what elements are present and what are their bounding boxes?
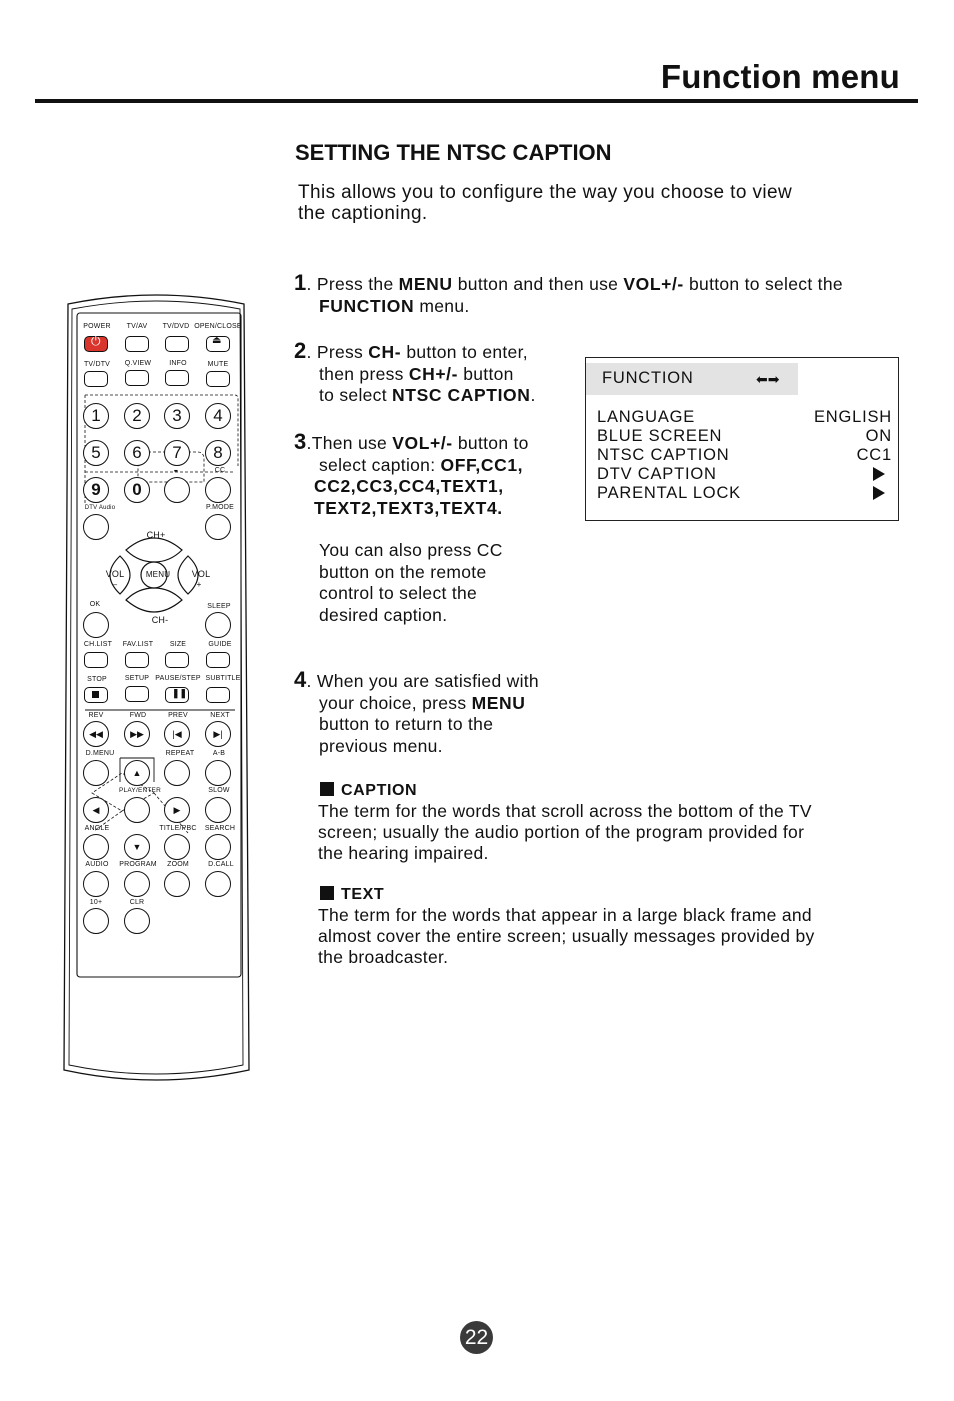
cc-label: CC [214,467,226,474]
ten-plus-label: 10+ [89,899,103,906]
square-bullet-icon [320,782,334,796]
pause-icon: ❚❚ [172,688,188,698]
digit-7-button[interactable]: 7 [164,440,190,466]
clr-label: CLR [129,899,145,906]
vol-minus-sign: – [112,580,118,589]
submenu-arrow-icon [873,486,885,500]
d-call-button[interactable] [205,871,231,897]
program-label: PROGRAM [119,861,157,868]
setup-button[interactable] [125,686,149,702]
osd-row-dtv-caption: DTV CAPTION [597,465,892,484]
mute-button[interactable] [206,371,230,387]
tv-av-label: TV/AV [126,323,148,330]
size-button[interactable] [165,652,189,668]
osd-header-label: FUNCTION [602,369,694,387]
menu-button[interactable]: MENU [145,570,171,579]
play-enter-button[interactable] [124,797,150,823]
open-close-label: OPEN/CLOSE [194,323,242,330]
rewind-icon: ◀◀ [89,729,103,739]
vol-plus-label[interactable]: VOL [191,569,211,579]
digit-9-button[interactable]: 9 [83,477,109,503]
digit-2-button[interactable]: 2 [124,403,150,429]
info-label: INFO [169,360,187,367]
play-enter-label: PLAY/ENTER [119,787,161,794]
fwd-button[interactable] [124,721,150,747]
osd-row-language: LANGUAGE ENGLISH [597,408,892,426]
p-mode-label: P.MODE [206,504,234,511]
prev-button[interactable] [164,721,190,747]
sleep-label: SLEEP [207,603,231,610]
dash-label: - [173,462,179,477]
page-number: 22 [460,1321,493,1354]
subtitle-button[interactable] [206,687,230,703]
a-b-label: A-B [212,750,226,757]
osd-row-parental-lock: PARENTAL LOCK [597,484,892,503]
vol-plus-sign: + [196,580,202,589]
prev-label: PREV [168,712,188,719]
info-button[interactable] [165,370,189,386]
stop-icon [92,691,99,698]
slow-button[interactable] [205,797,231,823]
osd-row-ntsc-caption: NTSC CAPTION CC1 [597,446,892,464]
zoom-label: ZOOM [167,861,189,868]
slow-label: SLOW [208,787,230,794]
down-arrow-icon: ▼ [132,842,142,852]
square-bullet-icon [320,886,334,900]
angle-button[interactable] [83,834,109,860]
ok-label: OK [89,601,101,608]
left-button[interactable] [83,797,109,823]
tv-dtv-button[interactable] [84,371,108,387]
previous-icon: |◀ [172,729,182,739]
step-3: 3.Then use VOL+/- button to select caption: OFF,CC1, CC2,CC3,CC4,TEXT1, TEXT2,TEXT3,TEXT4. You can also press CC button on the remote control to select the desired caption. [294,429,529,625]
next-label: NEXT [210,712,230,719]
stop-button[interactable] [84,687,108,703]
caption-heading: CAPTION [320,782,417,800]
power-icon: ⏻ [91,334,101,348]
section-title: SETTING THE NTSC CAPTION [295,140,612,165]
rev-label: REV [88,712,104,719]
left-arrow-icon: ◀ [92,805,100,815]
repeat-label: REPEAT [165,750,195,757]
fav-list-button[interactable] [125,652,149,668]
remote-control [60,290,252,1090]
ten-plus-button[interactable] [83,908,109,934]
step-2: 2. Press CH- button to enter, then press CH+/- button to select NTSC CAPTION. [294,338,536,405]
clr-button[interactable] [124,908,150,934]
digit-4-button[interactable]: 4 [205,403,231,429]
digit-8-button[interactable]: 8 [205,440,231,466]
search-button[interactable] [205,834,231,860]
search-label: SEARCH [204,825,236,832]
fast-forward-icon: ▶▶ [130,729,144,739]
pause-step-button[interactable] [165,687,189,703]
intro-text: This allows you to configure the way you choose to view the captioning. [298,182,793,224]
right-arrow-icon: ▶ [173,805,181,815]
q-view-label: Q.VIEW [124,360,152,367]
text-definition: The term for the words that appear in a large black frame and almost cover the entire screen; usually messages provided by the broadcaster. [318,905,815,967]
d-call-label: D.CALL [208,861,234,868]
subtitle-label: SUBTITLE [205,675,241,682]
audio-button[interactable] [83,871,109,897]
digit-0-button[interactable]: 0 [124,477,150,503]
audio-label: AUDIO [85,861,109,868]
mute-label: MUTE [207,361,229,368]
vol-minus-label[interactable]: VOL [105,569,125,579]
zoom-button[interactable] [164,871,190,897]
title-pbc-button[interactable] [164,834,190,860]
repeat-button[interactable] [164,760,190,786]
step-1: 1. Press the MENU button and then use VOL+/- button to select the FUNCTION menu. [294,270,843,316]
q-view-button[interactable] [125,370,149,386]
digit-5-button[interactable]: 5 [83,440,109,466]
ch-list-label: CH.LIST [83,641,113,648]
fav-list-label: FAV.LIST [122,641,154,648]
program-button[interactable] [124,871,150,897]
a-b-button[interactable] [205,760,231,786]
stop-label: STOP [87,676,107,683]
sleep-button[interactable] [205,612,231,638]
right-button[interactable] [164,797,190,823]
dash-button[interactable] [164,477,190,503]
pause-step-label: PAUSE/STEP [155,675,201,682]
digit-6-button[interactable]: 6 [124,440,150,466]
tv-dtv-label: TV/DTV [83,361,111,368]
next-icon: ▶| [213,729,223,739]
submenu-arrow-icon [873,467,885,481]
step-4: 4. When you are satisfied with your choice, press MENU button to return to the previous menu. [294,667,539,756]
digit-3-button[interactable]: 3 [164,403,190,429]
eject-icon: ⏏ [212,335,222,346]
next-button[interactable] [205,721,231,747]
ok-button[interactable] [83,612,109,638]
osd-row-blue-screen: BLUE SCREEN ON [597,427,892,445]
angle-label: ANGLE [84,825,110,832]
up-arrow-icon: ▲ [132,768,142,778]
d-menu-label: D.MENU [85,750,115,757]
down-button[interactable] [124,834,150,860]
power-label: POWER [83,323,111,330]
page-title: Function menu [660,58,900,95]
dtv-audio-label: DTV Audio [84,505,116,511]
caption-definition: The term for the words that scroll across the bottom of the TV screen; usually the audio portion of the program provided for the hearing impaired. [318,801,812,863]
guide-label: GUIDE [208,641,232,648]
ch-list-button[interactable] [84,652,108,668]
function-menu-osd [585,357,899,521]
open-close-button[interactable] [206,336,230,352]
tv-dvd-button[interactable] [165,336,189,352]
power-button[interactable] [84,336,108,352]
left-right-arrows-icon: ⬅➡ [756,371,780,387]
fwd-label: FWD [129,712,147,719]
rev-button[interactable] [83,721,109,747]
osd-header [586,363,798,395]
d-menu-button[interactable] [83,760,109,786]
ch-minus-label[interactable]: CH- [151,615,169,625]
digit-1-button[interactable]: 1 [83,403,109,429]
setup-label: SETUP [124,675,150,682]
title-divider [35,99,918,103]
size-label: SIZE [169,641,187,648]
up-button[interactable] [124,760,150,786]
tv-dvd-label: TV/DVD [162,323,190,330]
text-heading: TEXT [320,886,384,904]
tv-av-button[interactable] [125,336,149,352]
guide-button[interactable] [206,652,230,668]
title-pbc-label: TITLE/PBC [159,825,197,832]
ch-plus-label[interactable]: CH+ [146,530,166,540]
cc-button[interactable] [205,477,231,503]
